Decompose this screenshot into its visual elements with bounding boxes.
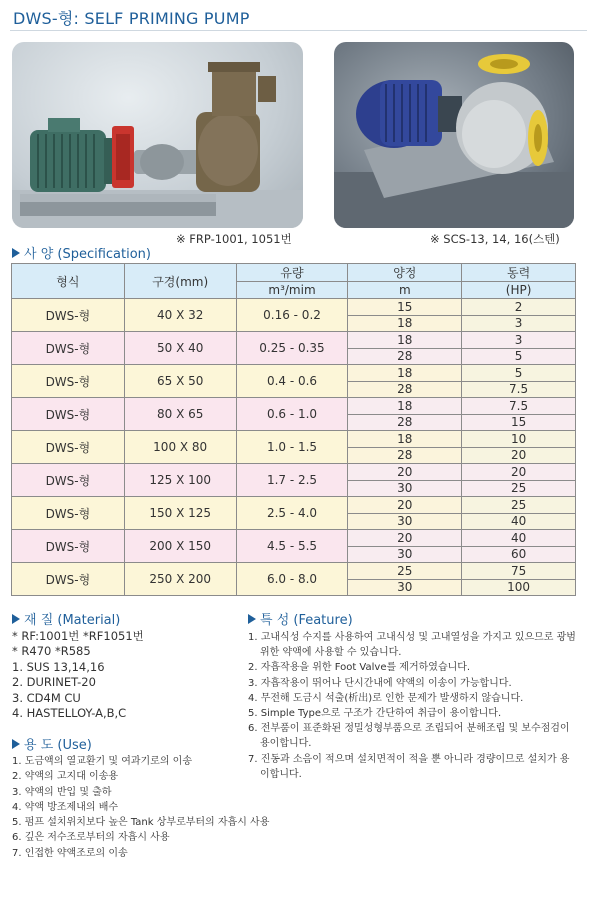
cell-bore: 100 X 80 <box>124 431 236 464</box>
cell-head: 18 <box>348 365 462 382</box>
cell-head: 30 <box>348 546 462 563</box>
header-flow: 유량 <box>236 264 348 282</box>
cell-head: 18 <box>348 315 462 332</box>
triangle-bullet-icon <box>12 739 20 749</box>
cell-model: DWS-형 <box>12 530 125 563</box>
list-item: 4. 약액 방조제내의 배수 <box>12 801 119 813</box>
cell-head: 20 <box>348 464 462 481</box>
cell-flow: 0.6 - 1.0 <box>236 398 348 431</box>
cell-power: 25 <box>462 480 576 497</box>
frp-pump-photo <box>12 42 303 228</box>
table-row <box>12 299 576 316</box>
cell-head: 18 <box>348 398 462 415</box>
cell-head: 25 <box>348 563 462 580</box>
cell-flow: 1.7 - 2.5 <box>236 464 348 497</box>
list-item: 3. CD4M CU <box>12 690 81 705</box>
cell-power: 2 <box>462 299 576 316</box>
spec-table <box>11 263 576 596</box>
header-power: 동력 <box>462 264 576 282</box>
cell-flow: 6.0 - 8.0 <box>236 563 348 596</box>
cell-head: 30 <box>348 579 462 596</box>
cell-power: 20 <box>462 464 576 481</box>
cell-bore: 125 X 100 <box>124 464 236 497</box>
list-item: * R470 *R585 <box>12 644 91 659</box>
cell-flow: 0.16 - 0.2 <box>236 299 348 332</box>
list-item: 2. DURINET-20 <box>12 675 96 690</box>
cell-power: 60 <box>462 546 576 563</box>
list-item: 6. 깊은 저수조로부터의 자흡시 사용 <box>12 832 170 844</box>
header-bore: 구경(mm) <box>124 264 236 299</box>
cell-bore: 65 X 50 <box>124 365 236 398</box>
cell-flow: 0.25 - 0.35 <box>236 332 348 365</box>
page-title: DWS-형: SELF PRIMING PUMP <box>13 9 250 28</box>
title-divider <box>10 30 587 31</box>
cell-model: DWS-형 <box>12 431 125 464</box>
cell-flow: 2.5 - 4.0 <box>236 497 348 530</box>
header-head-unit: m <box>348 282 462 299</box>
list-item: 4. 무전해 도금시 석출(析出)로 인한 문제가 발생하지 않습니다. <box>248 692 524 704</box>
list-item: 5. 펌프 설치위치보다 높은 Tank 상부로부터의 자흡시 사용 <box>12 817 270 829</box>
cell-bore: 250 X 200 <box>124 563 236 596</box>
cell-bore: 50 X 40 <box>124 332 236 365</box>
cell-power: 3 <box>462 332 576 349</box>
header-flow-unit: m³/mim <box>236 282 348 299</box>
list-item: 7. 진동과 소음이 적으며 설치면적이 적을 뿐 아니라 경량이므로 설치가 용이합니다. <box>248 753 570 780</box>
cell-power: 40 <box>462 530 576 547</box>
cell-head: 30 <box>348 513 462 530</box>
cell-flow: 0.4 - 0.6 <box>236 365 348 398</box>
use-list <box>12 754 269 861</box>
cell-model: DWS-형 <box>12 497 125 530</box>
cell-model: DWS-형 <box>12 563 125 596</box>
cell-head: 20 <box>348 497 462 514</box>
spec-heading: 사 양 (Specification) <box>12 243 151 262</box>
cell-power: 7.5 <box>462 381 576 398</box>
feature-heading: 특 성 (Feature) <box>248 609 353 628</box>
cell-power: 15 <box>462 414 576 431</box>
cell-flow: 1.0 - 1.5 <box>236 431 348 464</box>
cell-head: 30 <box>348 480 462 497</box>
cell-bore: 80 X 65 <box>124 398 236 431</box>
table-row <box>12 398 576 415</box>
cell-model: DWS-형 <box>12 332 125 365</box>
table-row <box>12 563 576 580</box>
list-item: 7. 인접한 약액조로의 이송 <box>12 847 128 859</box>
list-item: 3. 약액의 반입 및 출하 <box>12 786 112 798</box>
table-row <box>12 530 576 547</box>
material-heading: 재 질 (Material) <box>12 609 120 628</box>
cell-power: 75 <box>462 563 576 580</box>
cell-power: 5 <box>462 365 576 382</box>
cell-head: 15 <box>348 299 462 316</box>
table-row <box>12 464 576 481</box>
header-power-unit: (HP) <box>462 282 576 299</box>
cell-head: 20 <box>348 530 462 547</box>
header-model: 형식 <box>12 264 125 299</box>
cell-power: 3 <box>462 315 576 332</box>
cell-head: 18 <box>348 431 462 448</box>
cell-power: 5 <box>462 348 576 365</box>
triangle-bullet-icon <box>12 614 20 624</box>
cell-model: DWS-형 <box>12 398 125 431</box>
cell-model: DWS-형 <box>12 365 125 398</box>
cell-power: 25 <box>462 497 576 514</box>
cell-head: 28 <box>348 381 462 398</box>
list-item: 3. 자흡작용이 뛰어나 단시간내에 약액의 이송이 가능합니다. <box>248 677 512 689</box>
sus-photo-caption: ※ SCS-13, 14, 16(스텐) <box>430 232 560 246</box>
cell-power: 20 <box>462 447 576 464</box>
list-item: * RF:1001번 *RF1051번 <box>12 629 144 643</box>
use-heading: 용 도 (Use) <box>12 734 92 753</box>
cell-bore: 200 X 150 <box>124 530 236 563</box>
cell-power: 40 <box>462 513 576 530</box>
list-item: 1. 고내식성 수지를 사용하여 고내식성 및 고내열성을 가지고 있으므로 광범위한 약액에 사용할 수 있습니다. <box>248 632 576 659</box>
triangle-bullet-icon <box>248 614 256 624</box>
material-list <box>12 629 144 721</box>
table-row <box>12 332 576 349</box>
cell-bore: 40 X 32 <box>124 299 236 332</box>
cell-power: 10 <box>462 431 576 448</box>
header-head: 양정 <box>348 264 462 282</box>
feature-list <box>248 630 578 782</box>
cell-head: 28 <box>348 414 462 431</box>
list-item: 2. 자흡작용을 위한 Foot Valve를 제거하였습니다. <box>248 662 471 674</box>
list-item: 4. HASTELLOY-A,B,C <box>12 706 127 721</box>
cell-model: DWS-형 <box>12 464 125 497</box>
cell-flow: 4.5 - 5.5 <box>236 530 348 563</box>
list-item: 1. 도금액의 열교환기 및 여과기로의 이송 <box>12 756 192 767</box>
frp-photo-caption: ※ FRP-1001, 1051번 <box>176 232 292 246</box>
table-row <box>12 431 576 448</box>
cell-head: 28 <box>348 348 462 365</box>
cell-power: 100 <box>462 579 576 596</box>
table-row <box>12 365 576 382</box>
sus-pump-photo <box>334 42 574 228</box>
list-item: 1. SUS 13,14,16 <box>12 659 105 674</box>
list-item: 6. 전부품이 표준화된 정밀성형부품으로 조립되어 분해조립 및 보수점검이 용이합니다. <box>248 723 570 750</box>
list-item: 5. Simple Type으로 구조가 간단하여 취급이 용이합니다. <box>248 708 502 720</box>
table-row <box>12 497 576 514</box>
triangle-bullet-icon <box>12 248 20 258</box>
list-item: 2. 약액의 고지대 이송용 <box>12 771 119 783</box>
cell-head: 18 <box>348 332 462 349</box>
cell-bore: 150 X 125 <box>124 497 236 530</box>
cell-head: 28 <box>348 447 462 464</box>
cell-model: DWS-형 <box>12 299 125 332</box>
cell-power: 7.5 <box>462 398 576 415</box>
